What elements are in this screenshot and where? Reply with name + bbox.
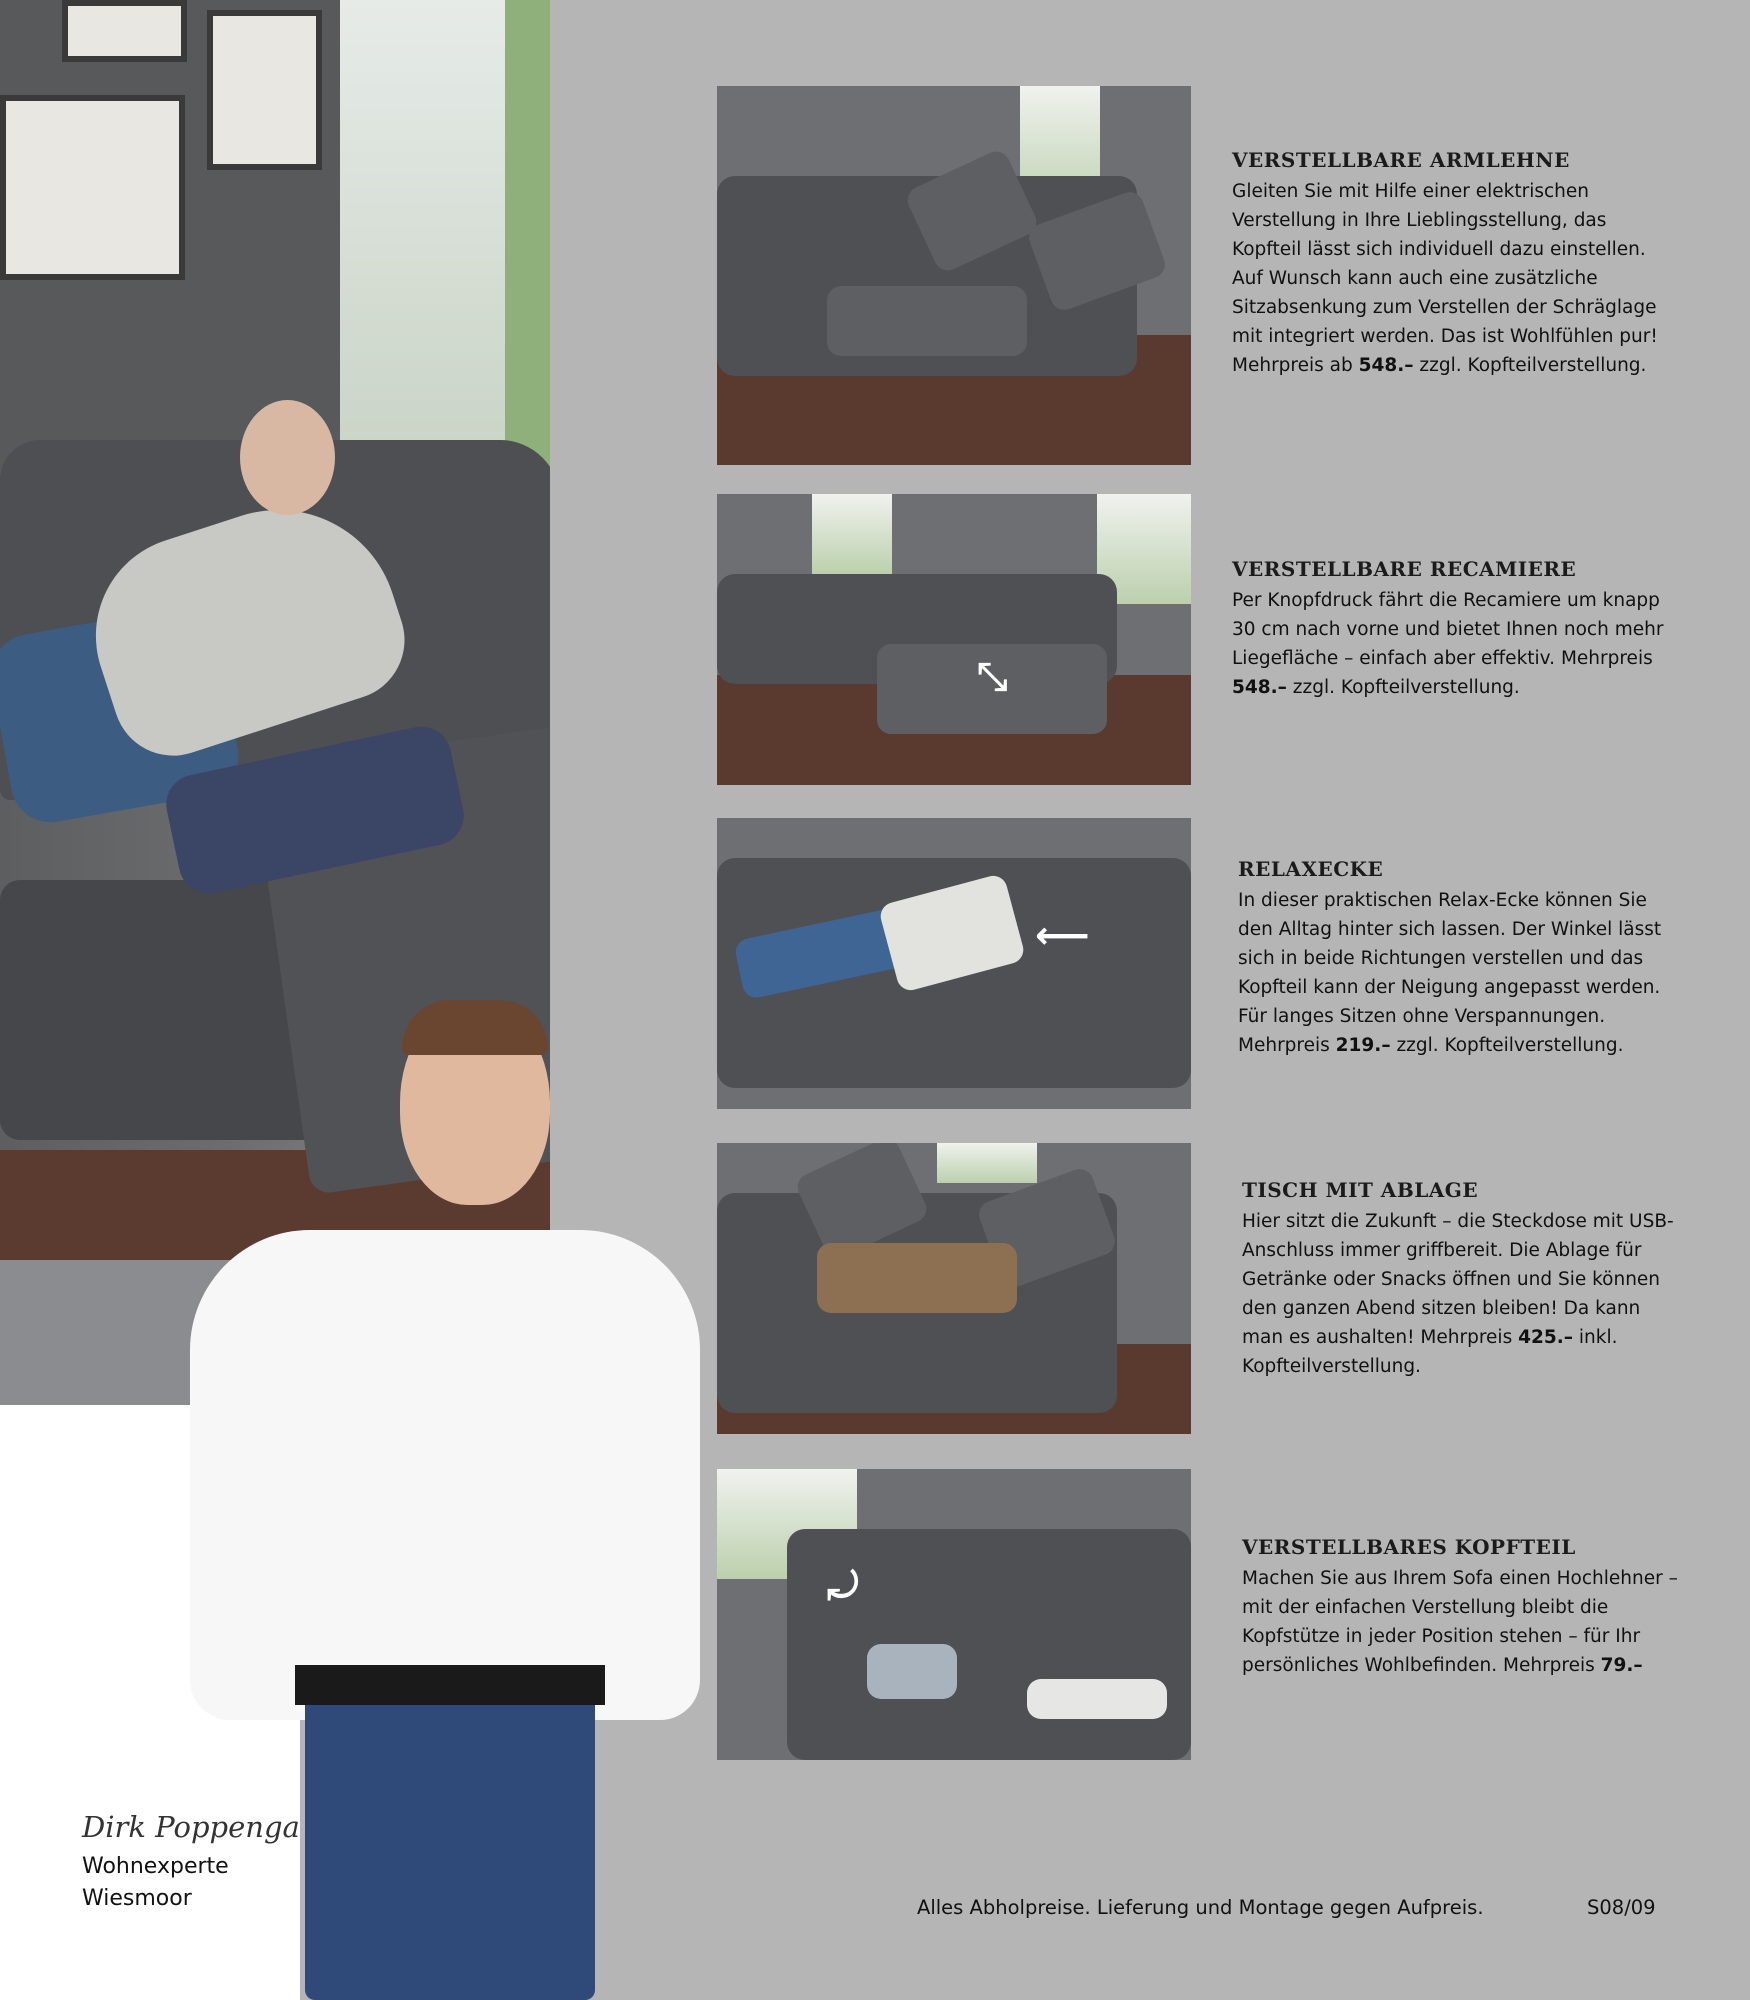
hero-person-head — [240, 400, 335, 515]
feature-text — [1242, 1207, 1682, 1381]
thumb-relaxecke — [717, 818, 1191, 1109]
arrow-left-icon: ⟵ — [1035, 913, 1090, 957]
wall-picture-frame — [207, 10, 322, 170]
thumb-window — [937, 1143, 1037, 1183]
feature-text — [1232, 586, 1672, 702]
feature-kopfteil — [1242, 1535, 1682, 1680]
thumb-blanket — [1027, 1679, 1167, 1719]
move-arrow-icon: ⤡ — [977, 654, 1008, 698]
feature-text — [1232, 177, 1672, 380]
feature-armlehne — [1232, 148, 1672, 380]
feature-relaxecke — [1238, 857, 1678, 1060]
feature-suffix: inkl. Kopfteilverstellung. — [1242, 1327, 1618, 1377]
feature-title: VERSTELLBARE ARMLEHNE — [1232, 148, 1570, 172]
feature-body: Hier sitzt die Zukunft – die Steckdose mit USB-Anschluss immer griffbereit. Die Ablage für Getränke oder Snacks öffnen und Sie können den ganzen Abend sitzen bleiben! Da kann man es aushalten! Mehrpreis — [1242, 1211, 1674, 1348]
wall-picture-frame — [0, 95, 185, 280]
feature-suffix: zzgl. Kopfteilverstellung. — [1286, 677, 1520, 698]
thumb-kopfteil — [717, 1469, 1191, 1760]
expert-name: Dirk Poppenga — [82, 1810, 300, 1844]
feature-body: Machen Sie aus Ihrem Sofa einen Hochlehner – mit der einfachen Verstellung bleibt die Kopfstütze in jeder Position stehen – für Ihr persönliches Wohlbefinden. Mehrpreis — [1242, 1568, 1678, 1676]
feature-title: VERSTELLBARES KOPFTEIL — [1242, 1535, 1576, 1559]
feature-body: In dieser praktischen Relax-Ecke können Sie den Alltag hinter sich lassen. Der Winkel lässt sich in beide Richtungen verstellen und das Kopfteil kann der Neigung angepasst werden. Für langes Sitzen ohne Verspannungen. Mehrpreis — [1238, 890, 1662, 1056]
feature-recamiere — [1232, 557, 1672, 702]
feature-title: TISCH MIT ABLAGE — [1242, 1178, 1479, 1202]
footer-note: Alles Abholpreise. Lieferung und Montage gegen Aufpreis. — [917, 1896, 1484, 1919]
feature-title: VERSTELLBARE RECAMIERE — [1232, 557, 1577, 581]
expert-belt — [295, 1665, 605, 1705]
expert-shirt — [190, 1230, 700, 1720]
thumb-window — [812, 494, 892, 574]
feature-price: 79.– — [1600, 1655, 1643, 1676]
wall-picture-frame — [62, 0, 187, 62]
thumb-pillow — [867, 1644, 957, 1699]
page-number: S08/09 — [1587, 1896, 1656, 1919]
feature-body: Per Knopfdruck fährt die Recamiere um knapp 30 cm nach vorne und bietet Ihnen noch mehr Liegefläche – einfach aber effektiv. Mehrpreis — [1232, 590, 1664, 669]
thumb-armlehne — [717, 86, 1191, 465]
feature-text — [1238, 886, 1678, 1060]
thumb-recamiere — [717, 494, 1191, 785]
feature-text — [1242, 1564, 1682, 1680]
feature-title: RELAXECKE — [1238, 857, 1384, 881]
thumb-table-tray — [817, 1243, 1017, 1313]
rotate-arrow-icon: ⤾ — [827, 1564, 859, 1608]
hero-window-pane — [505, 0, 550, 470]
expert-hair — [402, 1000, 548, 1055]
feature-price: 548.– — [1232, 677, 1287, 698]
expert-photo — [190, 1000, 700, 2000]
feature-price: 425.– — [1518, 1327, 1573, 1348]
feature-suffix: zzgl. Kopfteilverstellung. — [1390, 1035, 1624, 1056]
expert-role: Wohnexperte — [82, 1854, 229, 1879]
feature-suffix: zzgl. Kopfteilverstellung. — [1413, 355, 1647, 376]
feature-price: 548.– — [1358, 355, 1414, 376]
expert-location: Wiesmoor — [82, 1886, 192, 1911]
expert-jeans — [305, 1690, 595, 2000]
feature-body: Gleiten Sie mit Hilfe einer elektrischen Verstellung in Ihre Lieblingsstellung, das Kopfteil lässt sich individuell dazu einstellen. Auf Wunsch kann auch eine zusätzliche Sitzabsenkung zum Verstellen der Schräglage mit integriert werden. Das ist Wohlfühlen pur! Mehrpreis ab — [1232, 181, 1658, 376]
feature-price: 219.– — [1335, 1035, 1391, 1056]
thumb-footrest — [827, 286, 1027, 356]
hero-window — [340, 0, 550, 470]
thumb-tisch — [717, 1143, 1191, 1434]
feature-tisch — [1242, 1178, 1682, 1381]
